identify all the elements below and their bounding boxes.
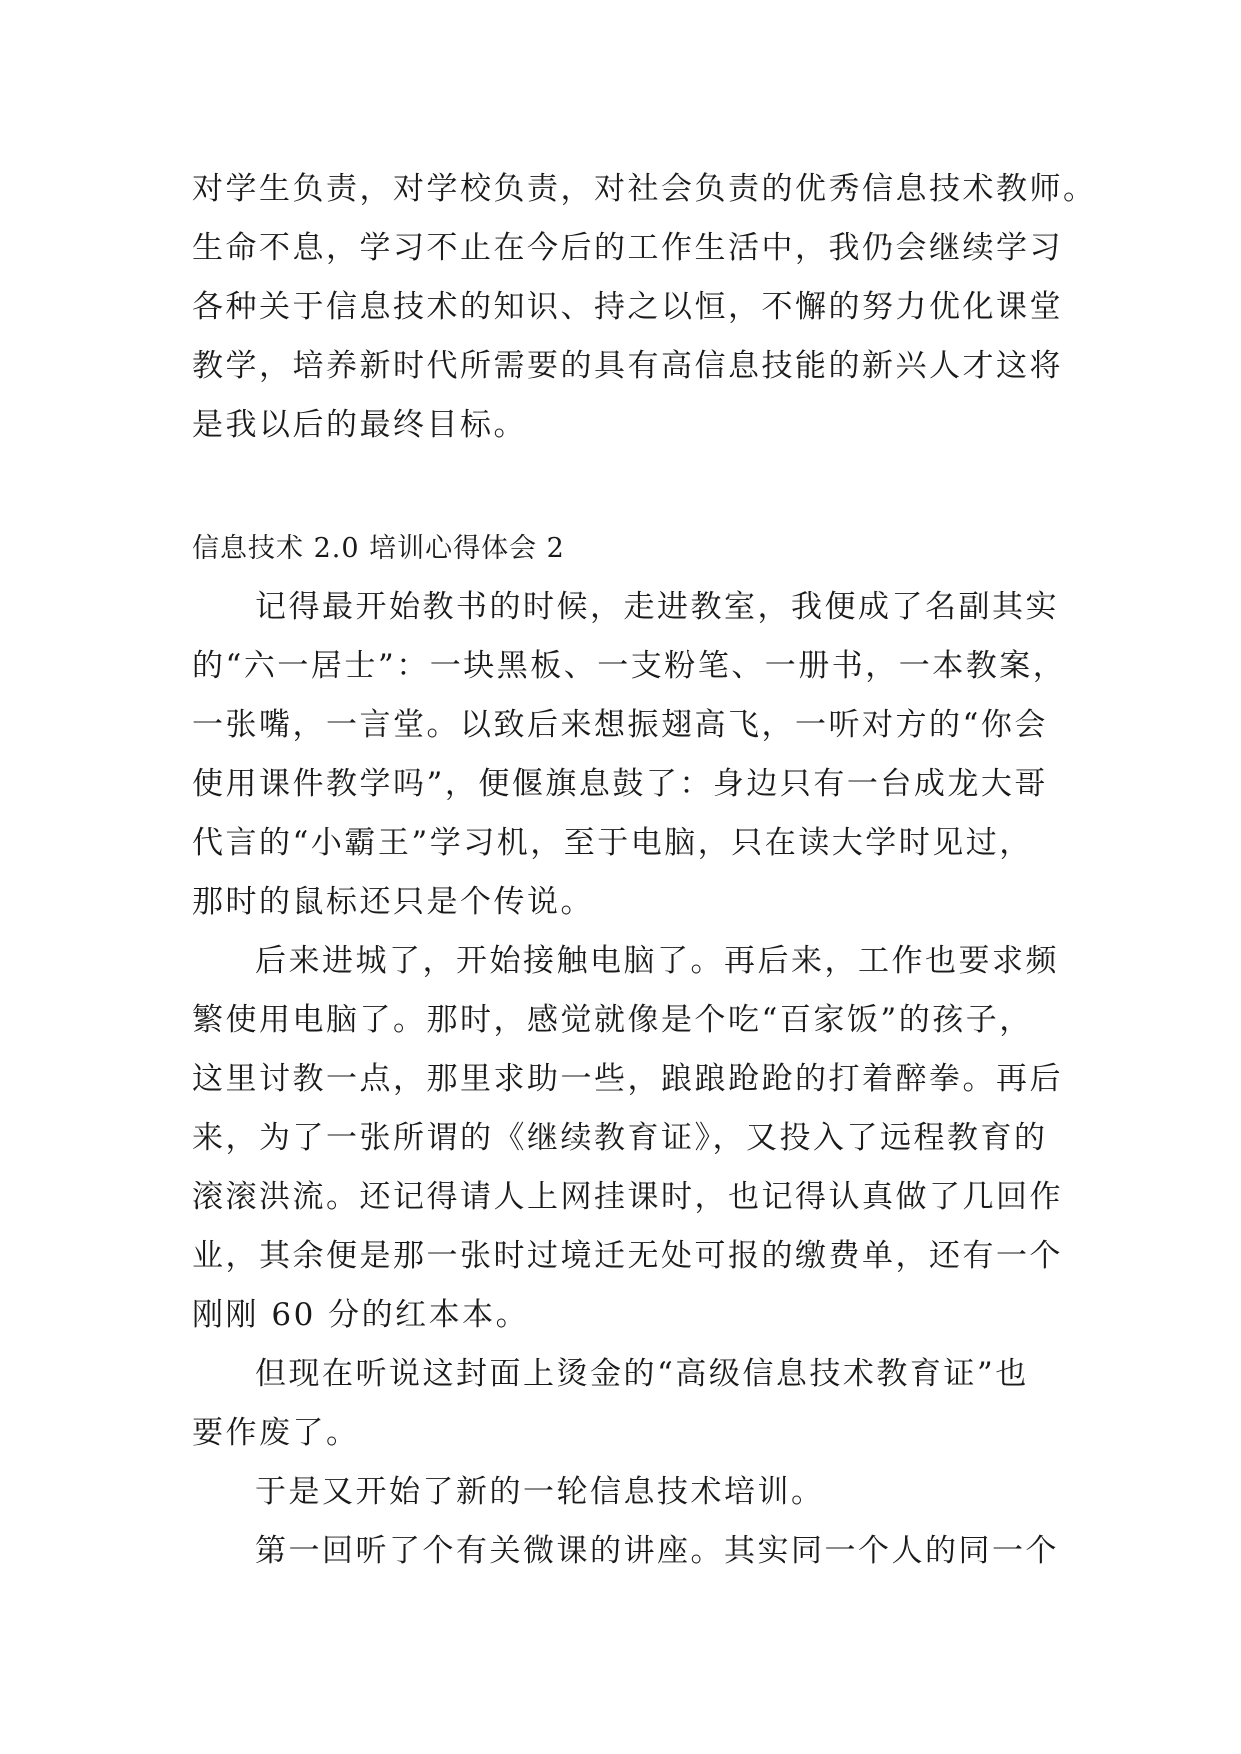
paragraph — [192, 932, 1063, 1345]
text-line: 要作废了。 — [192, 1415, 360, 1451]
text-line: 业，其余便是那一张时过境迁无处可报的缴费单，还有一个 — [192, 1238, 1063, 1274]
text-line: 后来进城了，开始接触电脑了。再后来，工作也要求频 — [255, 943, 1059, 979]
intro-paragraph — [192, 160, 1097, 455]
paragraph — [192, 1463, 1052, 1522]
text-line: 但现在听说这封面上烫金的“高级信息技术教育证”也 — [255, 1356, 1029, 1392]
text-line: 各种关于信息技术的知识、持之以恒，不懈的努力优化课堂 — [192, 289, 1063, 325]
text-line: 于是又开始了新的一轮信息技术培训。 — [255, 1474, 825, 1510]
text-line: 刚刚 60 分的红本本。 — [192, 1297, 530, 1333]
text-line: 代言的“小霸王”学习机，至于电脑，只在读大学时见过， — [192, 825, 1033, 861]
text-line: 这里讨教一点，那里求助一些，踉踉跄跄的打着醉拳。再后 — [192, 1061, 1063, 1097]
text-line: 对学生负责，对学校负责，对社会负责的优秀信息技术教师。 — [192, 171, 1097, 207]
text-line: 记得最开始教书的时候，走进教室，我便成了名副其实 — [255, 589, 1059, 625]
paragraph — [192, 1522, 1059, 1581]
paragraph — [192, 578, 1067, 932]
section-title: 信息技术 2.0 培训心得体会 2 — [192, 533, 565, 564]
paragraph — [192, 1345, 1052, 1463]
text-line: 一张嘴，一言堂。以致后来想振翅高飞，一听对方的“你会 — [192, 707, 1048, 743]
text-line: 教学，培养新时代所需要的具有高信息技能的新兴人才这将 — [192, 348, 1063, 384]
text-line: 来，为了一张所谓的《继续教育证》，又投入了远程教育的 — [192, 1120, 1048, 1156]
text-line: 第一回听了个有关微课的讲座。其实同一个人的同一个 — [255, 1533, 1059, 1569]
text-line: 是我以后的最终目标。 — [192, 407, 527, 443]
text-line: 的“六一居士”：一块黑板、一支粉笔、一册书，一本教案， — [192, 648, 1067, 684]
text-line: 使用课件教学吗”，便偃旗息鼓了：身边只有一台成龙大哥 — [192, 766, 1048, 802]
text-line: 生命不息，学习不止在今后的工作生活中，我仍会继续学习 — [192, 230, 1063, 266]
text-line: 滚滚洪流。还记得请人上网挂课时，也记得认真做了几回作 — [192, 1179, 1063, 1215]
text-line: 繁使用电脑了。那时，感觉就像是个吃“百家饭”的孩子， — [192, 1002, 1033, 1038]
text-line: 那时的鼠标还只是个传说。 — [192, 884, 594, 920]
document-body — [192, 160, 1097, 1581]
